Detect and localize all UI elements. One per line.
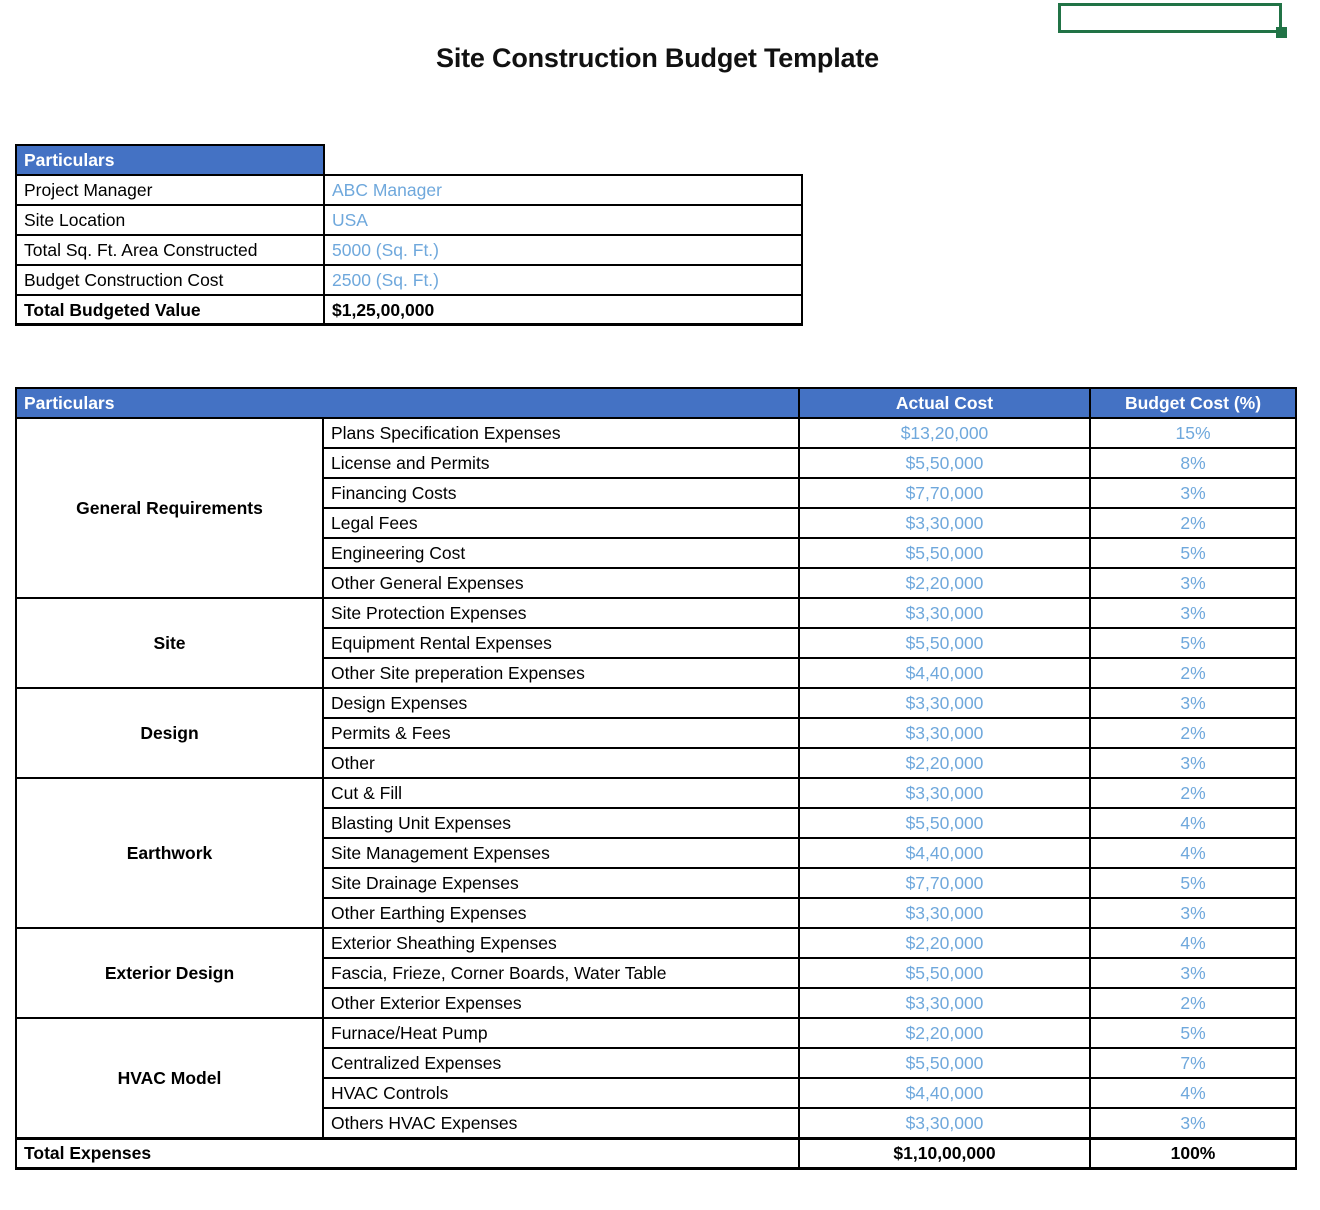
budget-item-actual-cost[interactable]: $3,30,000	[799, 988, 1090, 1018]
budget-item-budget-cost[interactable]: 3%	[1090, 958, 1296, 988]
budget-breakdown-table	[15, 387, 1297, 1170]
budget-item-budget-cost[interactable]: 2%	[1090, 658, 1296, 688]
budget-table-body	[16, 418, 1296, 1168]
budget-item-budget-cost[interactable]: 3%	[1090, 688, 1296, 718]
table-row	[16, 598, 1296, 628]
budget-item-name: Other Site preperation Expenses	[323, 658, 799, 688]
budget-item-budget-cost[interactable]: 2%	[1090, 778, 1296, 808]
budget-item-budget-cost[interactable]: 4%	[1090, 838, 1296, 868]
budget-category-cell: Earthwork	[16, 778, 323, 928]
budget-item-actual-cost[interactable]: $5,50,000	[799, 628, 1090, 658]
budget-item-budget-cost[interactable]: 3%	[1090, 1108, 1296, 1138]
budget-category-cell: Exterior Design	[16, 928, 323, 1018]
budget-item-actual-cost[interactable]: $3,30,000	[799, 598, 1090, 628]
budget-item-name: Permits & Fees	[323, 718, 799, 748]
budget-item-actual-cost[interactable]: $3,30,000	[799, 508, 1090, 538]
project-info-label: Total Sq. Ft. Area Constructed	[16, 235, 324, 265]
budget-item-budget-cost[interactable]: 3%	[1090, 748, 1296, 778]
budget-item-name: Other Exterior Expenses	[323, 988, 799, 1018]
budget-item-actual-cost[interactable]: $4,40,000	[799, 838, 1090, 868]
project-info-table-bottom-rule	[15, 323, 801, 325]
budget-item-name: Furnace/Heat Pump	[323, 1018, 799, 1048]
budget-total-row	[16, 1138, 1296, 1168]
budget-item-actual-cost[interactable]: $2,20,000	[799, 1018, 1090, 1048]
budget-category-cell: HVAC Model	[16, 1018, 323, 1138]
budget-item-name: Other General Expenses	[323, 568, 799, 598]
budget-item-budget-cost[interactable]: 3%	[1090, 598, 1296, 628]
budget-total-actual-cost: $1,10,00,000	[799, 1138, 1090, 1168]
budget-table-head	[16, 388, 1296, 418]
budget-item-name: Centralized Expenses	[323, 1048, 799, 1078]
budget-item-name: Exterior Sheathing Expenses	[323, 928, 799, 958]
budget-item-budget-cost[interactable]: 4%	[1090, 808, 1296, 838]
project-info-value[interactable]: 5000 (Sq. Ft.)	[324, 235, 802, 265]
project-info-table	[15, 144, 803, 326]
budget-item-name: Design Expenses	[323, 688, 799, 718]
budget-item-name: HVAC Controls	[323, 1078, 799, 1108]
project-info-label: Project Manager	[16, 175, 324, 205]
budget-item-budget-cost[interactable]: 5%	[1090, 628, 1296, 658]
budget-item-budget-cost[interactable]: 2%	[1090, 718, 1296, 748]
project-info-label: Site Location	[16, 205, 324, 235]
budget-item-name: Other Earthing Expenses	[323, 898, 799, 928]
budget-item-actual-cost[interactable]: $2,20,000	[799, 568, 1090, 598]
project-info-row	[16, 265, 802, 295]
budget-item-name: Other	[323, 748, 799, 778]
budget-item-name: Blasting Unit Expenses	[323, 808, 799, 838]
project-info-value[interactable]: ABC Manager	[324, 175, 802, 205]
project-info-header-blank	[324, 145, 802, 175]
budget-item-budget-cost[interactable]: 5%	[1090, 538, 1296, 568]
budget-item-actual-cost[interactable]: $3,30,000	[799, 1108, 1090, 1138]
table-row	[16, 688, 1296, 718]
budget-item-budget-cost[interactable]: 2%	[1090, 988, 1296, 1018]
budget-category-cell: Site	[16, 598, 323, 688]
page-title: Site Construction Budget Template	[436, 43, 879, 73]
budget-item-actual-cost[interactable]: $13,20,000	[799, 418, 1090, 448]
budget-item-actual-cost[interactable]: $3,30,000	[799, 778, 1090, 808]
budget-total-label: Total Expenses	[16, 1138, 799, 1168]
project-info-row	[16, 175, 802, 205]
budget-item-name: Legal Fees	[323, 508, 799, 538]
budget-item-name: Site Protection Expenses	[323, 598, 799, 628]
table-row	[16, 1018, 1296, 1048]
budget-item-budget-cost[interactable]: 4%	[1090, 928, 1296, 958]
budget-item-actual-cost[interactable]: $5,50,000	[799, 1048, 1090, 1078]
cell-selection-box[interactable]	[1058, 3, 1282, 33]
budget-header-particulars: Particulars	[16, 388, 799, 418]
budget-item-budget-cost[interactable]: 3%	[1090, 478, 1296, 508]
budget-item-actual-cost[interactable]: $5,50,000	[799, 538, 1090, 568]
project-info-row	[16, 235, 802, 265]
budget-item-actual-cost[interactable]: $4,40,000	[799, 658, 1090, 688]
budget-item-budget-cost[interactable]: 5%	[1090, 1018, 1296, 1048]
budget-item-actual-cost[interactable]: $3,30,000	[799, 688, 1090, 718]
project-info-table-body	[16, 145, 802, 325]
table-row	[16, 418, 1296, 448]
budget-item-budget-cost[interactable]: 7%	[1090, 1048, 1296, 1078]
project-info-row	[16, 205, 802, 235]
project-info-header-particulars: Particulars	[16, 145, 324, 175]
budget-item-name: Others HVAC Expenses	[323, 1108, 799, 1138]
budget-item-name: License and Permits	[323, 448, 799, 478]
cell-fill-handle[interactable]	[1276, 27, 1287, 38]
project-info-header-row	[16, 145, 802, 175]
budget-item-actual-cost[interactable]: $5,50,000	[799, 958, 1090, 988]
budget-category-cell: Design	[16, 688, 323, 778]
budget-item-budget-cost[interactable]: 15%	[1090, 418, 1296, 448]
budget-item-actual-cost[interactable]: $3,30,000	[799, 718, 1090, 748]
budget-item-actual-cost[interactable]: $7,70,000	[799, 868, 1090, 898]
project-info-value[interactable]: $1,25,00,000	[324, 295, 802, 325]
budget-item-name: Plans Specification Expenses	[323, 418, 799, 448]
budget-header-budget-cost: Budget Cost (%)	[1090, 388, 1296, 418]
budget-table-header-row	[16, 388, 1296, 418]
project-info-label: Budget Construction Cost	[16, 265, 324, 295]
budget-item-name: Equipment Rental Expenses	[323, 628, 799, 658]
budget-item-actual-cost[interactable]: $3,30,000	[799, 898, 1090, 928]
budget-item-actual-cost[interactable]: $4,40,000	[799, 1078, 1090, 1108]
budget-item-name: Engineering Cost	[323, 538, 799, 568]
project-info-value[interactable]: USA	[324, 205, 802, 235]
budget-item-name: Fascia, Frieze, Corner Boards, Water Table	[323, 958, 799, 988]
budget-category-cell: General Requirements	[16, 418, 323, 598]
budget-item-actual-cost[interactable]: $2,20,000	[799, 928, 1090, 958]
budget-item-actual-cost[interactable]: $2,20,000	[799, 748, 1090, 778]
table-row	[16, 778, 1296, 808]
budget-item-budget-cost[interactable]: 3%	[1090, 898, 1296, 928]
budget-item-budget-cost[interactable]: 2%	[1090, 508, 1296, 538]
budget-item-budget-cost[interactable]: 4%	[1090, 1078, 1296, 1108]
budget-header-actual-cost: Actual Cost	[799, 388, 1090, 418]
budget-item-actual-cost[interactable]: $7,70,000	[799, 478, 1090, 508]
budget-item-actual-cost[interactable]: $5,50,000	[799, 808, 1090, 838]
project-info-row	[16, 295, 802, 325]
budget-item-budget-cost[interactable]: 8%	[1090, 448, 1296, 478]
budget-total-budget-cost: 100%	[1090, 1138, 1296, 1168]
budget-item-name: Site Management Expenses	[323, 838, 799, 868]
budget-item-name: Site Drainage Expenses	[323, 868, 799, 898]
budget-item-budget-cost[interactable]: 3%	[1090, 568, 1296, 598]
budget-item-name: Cut & Fill	[323, 778, 799, 808]
budget-item-name: Financing Costs	[323, 478, 799, 508]
project-info-value[interactable]: 2500 (Sq. Ft.)	[324, 265, 802, 295]
budget-item-budget-cost[interactable]: 5%	[1090, 868, 1296, 898]
budget-item-actual-cost[interactable]: $5,50,000	[799, 448, 1090, 478]
table-row	[16, 928, 1296, 958]
project-info-label: Total Budgeted Value	[16, 295, 324, 325]
